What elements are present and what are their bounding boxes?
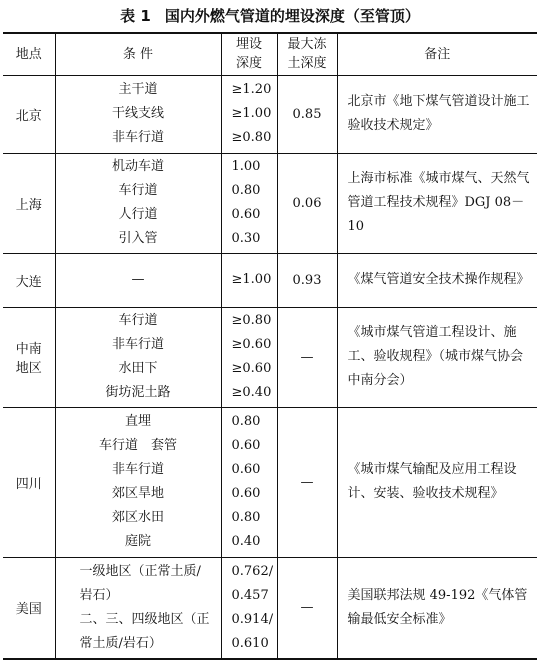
note-cell: 《城市煤气管道工程设计、施工、验收规程》（城市煤气协会中南分会） xyxy=(337,307,537,407)
condition-item: 直埋 xyxy=(124,414,151,429)
header-depth-line2: 深度 xyxy=(235,56,262,72)
location-line: 地区 xyxy=(15,361,42,376)
table-row-sichuan xyxy=(3,407,537,557)
location-cell: 四川 xyxy=(3,407,55,557)
header-location: 地点 xyxy=(3,33,55,75)
note-cell: 上海市标准《城市煤气、天然气管道工程技术规程》DGJ 08－10 xyxy=(337,153,537,253)
location-cell: 美国 xyxy=(3,557,55,659)
table-title xyxy=(0,3,540,29)
location-line: 中南 xyxy=(15,342,42,357)
table-row-dalian xyxy=(3,253,537,307)
table-title-text: 国内外燃气管道的埋设深度（至管顶） xyxy=(164,7,420,25)
table-row-beijing xyxy=(3,75,537,153)
depth-value: ≥1.00 xyxy=(231,106,272,121)
condition-item: 二、三、四级地区（正 xyxy=(79,611,210,627)
header-row xyxy=(3,33,537,75)
frost-cell: 0.93 xyxy=(277,253,337,307)
depth-value: 0.457 xyxy=(231,587,269,603)
header-condition: 条 件 xyxy=(55,33,221,75)
depth-value: ≥0.40 xyxy=(231,385,272,400)
depth-cell xyxy=(221,153,277,253)
condition-item: 郊区水田 xyxy=(111,510,164,525)
depth-value: 0.914/ xyxy=(231,611,274,627)
table-row-usa xyxy=(3,557,537,659)
condition-item: 岩石） xyxy=(79,587,119,603)
frost-cell: — xyxy=(277,407,337,557)
depth-value: 0.610 xyxy=(231,635,269,651)
header-depth xyxy=(221,33,277,75)
depth-cell xyxy=(221,557,277,659)
location-cell xyxy=(3,307,55,407)
condition-item: 机动车道 xyxy=(111,159,164,174)
condition-cell xyxy=(55,75,221,153)
depth-value: ≥0.80 xyxy=(231,313,272,328)
frost-cell: 0.06 xyxy=(277,153,337,253)
header-frost-line2: 土深度 xyxy=(287,56,327,72)
depth-cell xyxy=(221,307,277,407)
depth-cell xyxy=(221,253,277,307)
note-cell: 《煤气管道安全技术操作规程》 xyxy=(337,253,537,307)
condition-item: 人行道 xyxy=(118,207,158,222)
location-cell: 上海 xyxy=(3,153,55,253)
depth-value: 0.80 xyxy=(231,414,261,429)
depth-value: 0.60 xyxy=(231,486,261,501)
frost-cell: — xyxy=(277,557,337,659)
frost-cell: 0.85 xyxy=(277,75,337,153)
condition-cell xyxy=(55,307,221,407)
depth-value: 0.60 xyxy=(231,438,261,453)
depth-value: 0.80 xyxy=(231,510,261,525)
header-note: 备注 xyxy=(337,33,537,75)
table-row-shanghai xyxy=(3,153,537,253)
depth-value: 0.30 xyxy=(231,231,261,246)
condition-item: 庭院 xyxy=(124,534,151,549)
condition-cell xyxy=(55,557,221,659)
condition-cell xyxy=(55,407,221,557)
depth-value: 0.762/ xyxy=(231,563,274,579)
condition-item: 干线支线 xyxy=(111,106,164,121)
condition-item: 郊区旱地 xyxy=(111,486,164,501)
depth-cell xyxy=(221,75,277,153)
depth-value: 0.60 xyxy=(231,207,261,222)
table-row-zhongnan xyxy=(3,307,537,407)
location-cell: 北京 xyxy=(3,75,55,153)
depth-value: ≥0.80 xyxy=(231,130,272,145)
header-frost xyxy=(277,33,337,75)
condition-item: 非车行道 xyxy=(111,462,164,477)
depth-cell xyxy=(221,407,277,557)
condition-item: 车行道 xyxy=(118,183,158,198)
depth-value: ≥0.60 xyxy=(231,361,272,376)
depth-value: ≥1.00 xyxy=(231,272,272,287)
condition-item: 车行道 套管 xyxy=(98,438,177,453)
condition-item: 主干道 xyxy=(118,82,158,97)
header-frost-line1: 最大冻 xyxy=(287,37,327,53)
depth-value: ≥1.20 xyxy=(231,82,272,97)
condition-item: 非车行道 xyxy=(111,130,164,145)
depth-value: ≥0.60 xyxy=(231,337,272,352)
condition-cell xyxy=(55,153,221,253)
depth-value: 0.60 xyxy=(231,462,261,477)
condition-item: 水田下 xyxy=(118,361,158,376)
depth-value: 1.00 xyxy=(231,159,261,174)
note-cell: 美国联邦法规 49-192《气体管输最低安全标准》 xyxy=(337,557,537,659)
burial-depth-table xyxy=(3,32,537,660)
condition-cell xyxy=(55,253,221,307)
note-cell: 《城市煤气输配及应用工程设计、安装、验收技术规程》 xyxy=(337,407,537,557)
header-depth-line1: 埋设 xyxy=(235,37,262,53)
frost-cell: — xyxy=(277,307,337,407)
location-cell: 大连 xyxy=(3,253,55,307)
condition-item: 一级地区（正常土质/ xyxy=(79,563,201,579)
condition-item: — xyxy=(131,272,145,287)
note-cell: 北京市《地下煤气管道设计施工验收技术规定》 xyxy=(337,75,537,153)
condition-item: 街坊泥土路 xyxy=(105,385,171,400)
table-number: 表 1 xyxy=(120,7,151,25)
condition-item: 常土质/岩石） xyxy=(79,635,162,651)
condition-item: 车行道 xyxy=(118,313,158,328)
depth-value: 0.80 xyxy=(231,183,261,198)
depth-value: 0.40 xyxy=(231,534,261,549)
condition-item: 非车行道 xyxy=(111,337,164,352)
condition-item: 引入管 xyxy=(118,231,158,246)
